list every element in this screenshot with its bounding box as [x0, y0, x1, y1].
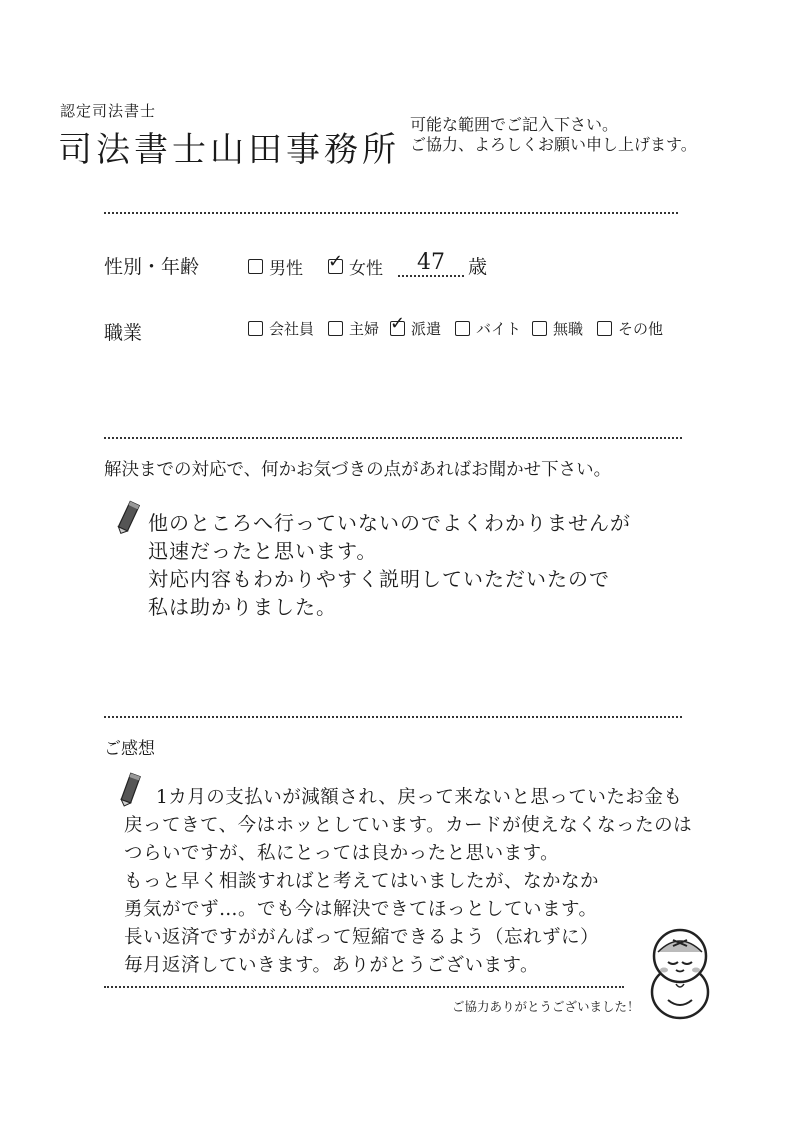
question-prompt: 解決までの対応で、何かお気づきの点があればお聞かせ下さい。	[104, 460, 612, 480]
divider	[104, 212, 678, 214]
checkbox-dispatch[interactable]	[390, 321, 405, 336]
occupation-option-unemployed[interactable]	[532, 318, 583, 339]
occupation-option-label: 主婦	[349, 320, 380, 338]
checkbox-unemployed[interactable]	[532, 321, 547, 336]
pencil-icon	[116, 500, 140, 536]
checkbox-other[interactable]	[597, 321, 612, 336]
answer-line: 他のところへ行っていないのでよくわかりませんが	[148, 511, 631, 535]
impression-line: 1カ月の支払いが減額され、戻って来ないと思っていたお金も	[156, 787, 683, 808]
checkbox-male[interactable]	[248, 259, 263, 274]
request-line-1: 可能な範囲でご記入下さい。	[410, 115, 619, 134]
occupation-label: 職業	[104, 322, 143, 344]
answer-line: 私は助かりました。	[148, 595, 337, 619]
occupation-option-other[interactable]	[597, 318, 663, 339]
occupation-option-employee[interactable]	[248, 318, 314, 339]
occupation-option-label: 会社員	[269, 320, 315, 338]
impression-line: 勇気がでず…。でも今は解決できてほっとしています。	[124, 899, 598, 920]
impressions-heading: ご感想	[104, 739, 155, 759]
gender-option-label: 女性	[349, 259, 383, 279]
occupation-option-parttime[interactable]	[455, 318, 521, 339]
occupation-option-label: その他	[618, 320, 664, 338]
impression-line: つらいですが、私にとっては良かったと思います。	[124, 843, 560, 864]
age-field[interactable]: 47	[398, 250, 464, 277]
impression-line: 戻ってきて、今はホッとしています。カードが使えなくなったのは	[124, 815, 693, 836]
office-subtitle: 認定司法書士	[60, 102, 157, 120]
answer-line: 対応内容もわかりやすく説明していただいたので	[148, 567, 610, 591]
impression-line: 毎月返済していきます。ありがとうございます。	[124, 955, 540, 976]
impression-line: もっと早く相談すればと考えてはいましたが、なかなか	[124, 871, 600, 892]
divider	[104, 437, 682, 439]
office-name: 司法書士山田事務所	[58, 130, 400, 170]
divider	[104, 716, 682, 718]
occupation-option-dispatch[interactable]	[390, 318, 441, 339]
occupation-option-label: 派遣	[411, 320, 442, 338]
answer-line: 迅速だったと思います。	[148, 539, 378, 563]
occupation-option-label: バイト	[476, 320, 522, 338]
divider	[104, 986, 624, 988]
occupation-option-label: 無職	[553, 320, 584, 338]
bowing-mascot-icon	[640, 922, 720, 1022]
gender-option-female[interactable]	[328, 254, 383, 279]
gender-age-label: 性別・年齢	[104, 256, 200, 278]
gender-option-label: 男性	[269, 259, 303, 279]
gender-option-male[interactable]	[248, 254, 303, 279]
checkbox-employee[interactable]	[248, 321, 263, 336]
checkbox-female[interactable]	[328, 259, 343, 274]
pencil-icon	[118, 772, 142, 808]
checkbox-parttime[interactable]	[455, 321, 470, 336]
impression-line: 長い返済ですががんばって短縮できるよう（忘れずに）	[124, 927, 600, 948]
occupation-option-housewife[interactable]	[328, 318, 379, 339]
request-line-2: ご協力、よろしくお願い申し上げます。	[410, 135, 697, 154]
checkbox-housewife[interactable]	[328, 321, 343, 336]
footer-thanks: ご協力ありがとうございました！	[452, 999, 640, 1014]
age-unit: 歳	[468, 256, 488, 278]
